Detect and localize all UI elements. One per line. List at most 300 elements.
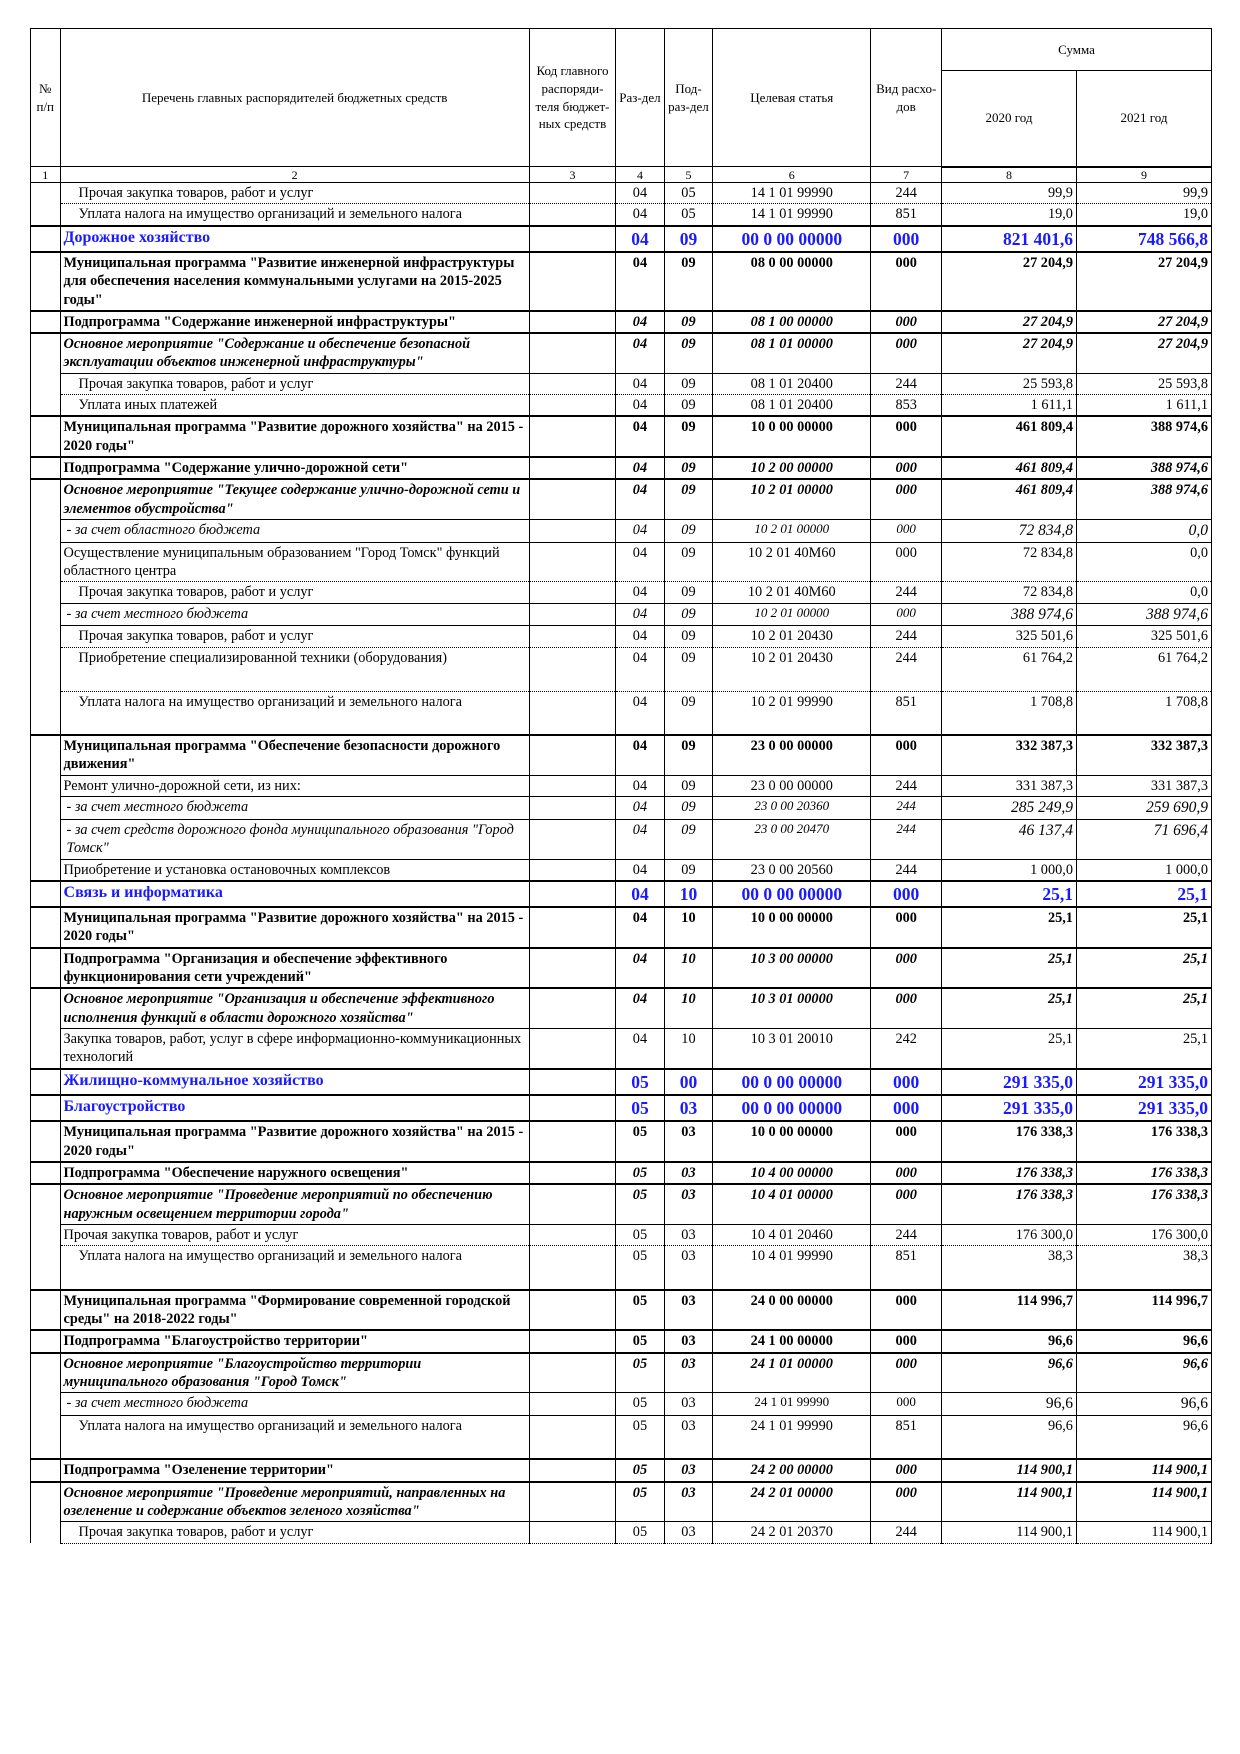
table-row (31, 1330, 1212, 1352)
row-sum-2020: 291 335,0 (942, 1069, 1077, 1095)
row-number-cell (31, 691, 61, 735)
row-razdel: 05 (616, 1290, 665, 1331)
row-sum-2020: 291 335,0 (942, 1095, 1077, 1121)
row-name: Основное мероприятие "Благоустройство территории муниципального образования "Город Томск" (60, 1353, 529, 1393)
table-body (31, 183, 1212, 1544)
row-name: - за счет областного бюджета (60, 519, 529, 542)
row-vid: 000 (871, 1069, 942, 1095)
row-target: 10 2 01 00000 (713, 479, 871, 519)
row-razdel: 05 (616, 1330, 665, 1352)
row-target: 10 4 01 00000 (713, 1184, 871, 1224)
row-name: Подпрограмма "Содержание улично-дорожной сети" (60, 457, 529, 479)
row-name: Подпрограмма "Озеленение территории" (60, 1459, 529, 1481)
row-vid: 244 (871, 183, 942, 204)
row-code-cell (529, 797, 615, 820)
row-number-cell (31, 311, 61, 333)
row-sum-2021: 114 996,7 (1076, 1290, 1211, 1331)
row-number-cell (31, 1246, 61, 1290)
row-podrazdel: 03 (664, 1095, 713, 1121)
row-name: Муниципальная программа "Развитие дорожного хозяйства" на 2015 - 2020 годы" (60, 416, 529, 457)
row-target: 23 0 00 00000 (713, 775, 871, 796)
row-sum-2020: 25,1 (942, 907, 1077, 948)
row-target: 10 4 00 00000 (713, 1162, 871, 1184)
row-sum-2021: 325 501,6 (1076, 626, 1211, 647)
header-target: Целевая статья (713, 29, 871, 167)
row-razdel: 04 (616, 735, 665, 775)
table-row (31, 881, 1212, 907)
row-sum-2021: 27 204,9 (1076, 333, 1211, 373)
row-target: 24 2 01 00000 (713, 1482, 871, 1522)
row-number-cell (31, 1121, 61, 1162)
row-razdel: 05 (616, 1121, 665, 1162)
row-podrazdel: 03 (664, 1415, 713, 1459)
row-target: 10 4 01 99990 (713, 1246, 871, 1290)
row-razdel: 04 (616, 797, 665, 820)
table-row (31, 1162, 1212, 1184)
row-target: 00 0 00 00000 (713, 226, 871, 252)
row-target: 08 0 00 00000 (713, 252, 871, 311)
row-sum-2021: 71 696,4 (1076, 819, 1211, 859)
table-row (31, 797, 1212, 820)
row-sum-2021: 27 204,9 (1076, 311, 1211, 333)
row-podrazdel: 10 (664, 881, 713, 907)
row-name: Уплата налога на имущество организаций и земельного налога (60, 1415, 529, 1459)
row-code-cell (529, 373, 615, 394)
table-row (31, 1028, 1212, 1068)
row-sum-2020: 114 900,1 (942, 1482, 1077, 1522)
row-podrazdel: 09 (664, 647, 713, 691)
row-name: Ремонт улично-дорожной сети, из них: (60, 775, 529, 796)
row-vid: 242 (871, 1028, 942, 1068)
row-target: 10 2 01 20430 (713, 647, 871, 691)
row-sum-2020: 325 501,6 (942, 626, 1077, 647)
row-podrazdel: 09 (664, 395, 713, 417)
row-razdel: 04 (616, 626, 665, 647)
row-code-cell (529, 252, 615, 311)
row-name: Связь и информатика (60, 881, 529, 907)
row-number-cell (31, 797, 61, 820)
row-sum-2020: 821 401,6 (942, 226, 1077, 252)
row-sum-2021: 96,6 (1076, 1330, 1211, 1352)
row-number-cell (31, 204, 61, 226)
row-target: 24 1 00 00000 (713, 1330, 871, 1352)
row-sum-2020: 388 974,6 (942, 603, 1077, 626)
row-number-cell (31, 252, 61, 311)
row-podrazdel: 09 (664, 252, 713, 311)
row-vid: 000 (871, 907, 942, 948)
row-target: 24 1 01 99990 (713, 1415, 871, 1459)
row-code-cell (529, 1028, 615, 1068)
row-name: Подпрограмма "Содержание инженерной инфраструктуры" (60, 311, 529, 333)
col-number: 5 (664, 167, 713, 183)
row-sum-2020: 96,6 (942, 1330, 1077, 1352)
row-target: 24 1 01 99990 (713, 1393, 871, 1416)
row-razdel: 04 (616, 603, 665, 626)
row-name: Прочая закупка товаров, работ и услуг (60, 582, 529, 603)
row-name: Прочая закупка товаров, работ и услуг (60, 183, 529, 204)
row-razdel: 04 (616, 457, 665, 479)
row-razdel: 05 (616, 1393, 665, 1416)
row-sum-2021: 332 387,3 (1076, 735, 1211, 775)
row-sum-2020: 331 387,3 (942, 775, 1077, 796)
row-name: Приобретение и установка остановочных комплексов (60, 859, 529, 881)
row-name: Основное мероприятие "Текущее содержание улично-дорожной сети и элементов обустройства" (60, 479, 529, 519)
row-sum-2020: 96,6 (942, 1415, 1077, 1459)
row-sum-2020: 114 996,7 (942, 1290, 1077, 1331)
row-razdel: 05 (616, 1162, 665, 1184)
table-row (31, 1482, 1212, 1522)
row-razdel: 05 (616, 1459, 665, 1481)
col-number: 1 (31, 167, 61, 183)
row-podrazdel: 09 (664, 582, 713, 603)
row-name: Прочая закупка товаров, работ и услуг (60, 1224, 529, 1245)
row-target: 10 2 01 20430 (713, 626, 871, 647)
row-code-cell (529, 881, 615, 907)
row-podrazdel: 00 (664, 1069, 713, 1095)
row-podrazdel: 09 (664, 519, 713, 542)
row-razdel: 04 (616, 907, 665, 948)
row-sum-2021: 1 000,0 (1076, 859, 1211, 881)
row-code-cell (529, 1522, 615, 1543)
col-number: 4 (616, 167, 665, 183)
row-podrazdel: 03 (664, 1121, 713, 1162)
row-sum-2021: 25,1 (1076, 988, 1211, 1028)
row-vid: 000 (871, 988, 942, 1028)
row-vid: 000 (871, 479, 942, 519)
row-razdel: 04 (616, 311, 665, 333)
row-number-cell (31, 1330, 61, 1352)
table-row (31, 519, 1212, 542)
table-row (31, 226, 1212, 252)
row-podrazdel: 09 (664, 479, 713, 519)
row-sum-2021: 19,0 (1076, 204, 1211, 226)
row-code-cell (529, 626, 615, 647)
row-name: Уплата налога на имущество организаций и земельного налога (60, 691, 529, 735)
table-row (31, 1069, 1212, 1095)
row-vid: 853 (871, 395, 942, 417)
row-target: 10 2 00 00000 (713, 457, 871, 479)
row-number-cell (31, 416, 61, 457)
row-target: 10 0 00 00000 (713, 1121, 871, 1162)
table-row (31, 907, 1212, 948)
row-number-cell (31, 1069, 61, 1095)
row-razdel: 04 (616, 519, 665, 542)
row-vid: 244 (871, 797, 942, 820)
row-podrazdel: 03 (664, 1522, 713, 1543)
row-code-cell (529, 519, 615, 542)
table-row (31, 603, 1212, 626)
row-sum-2021: 96,6 (1076, 1353, 1211, 1393)
row-podrazdel: 03 (664, 1482, 713, 1522)
row-number-cell (31, 907, 61, 948)
row-podrazdel: 09 (664, 542, 713, 582)
row-razdel: 04 (616, 373, 665, 394)
row-code-cell (529, 416, 615, 457)
table-row (31, 582, 1212, 603)
row-sum-2021: 259 690,9 (1076, 797, 1211, 820)
row-razdel: 05 (616, 1095, 665, 1121)
row-target: 14 1 01 99990 (713, 183, 871, 204)
budget-table (30, 28, 1212, 1544)
row-target: 24 0 00 00000 (713, 1290, 871, 1331)
row-number-cell (31, 1162, 61, 1184)
row-sum-2020: 72 834,8 (942, 582, 1077, 603)
row-name: Подпрограмма "Обеспечение наружного освещения" (60, 1162, 529, 1184)
row-vid: 000 (871, 542, 942, 582)
row-podrazdel: 09 (664, 691, 713, 735)
row-number-cell (31, 1415, 61, 1459)
row-podrazdel: 03 (664, 1162, 713, 1184)
row-code-cell (529, 1184, 615, 1224)
table-row (31, 1393, 1212, 1416)
row-sum-2021: 1 611,1 (1076, 395, 1211, 417)
row-vid: 244 (871, 647, 942, 691)
row-razdel: 04 (616, 775, 665, 796)
row-sum-2021: 25,1 (1076, 948, 1211, 989)
row-podrazdel: 03 (664, 1246, 713, 1290)
row-code-cell (529, 988, 615, 1028)
table-row (31, 1121, 1212, 1162)
row-target: 23 0 00 20360 (713, 797, 871, 820)
col-number: 7 (871, 167, 942, 183)
row-podrazdel: 09 (664, 859, 713, 881)
row-razdel: 04 (616, 479, 665, 519)
row-podrazdel: 10 (664, 907, 713, 948)
header-list: Перечень главных распорядителей бюджетных средств (60, 29, 529, 167)
row-name: Муниципальная программа "Обеспечение безопасности дорожного движения" (60, 735, 529, 775)
row-sum-2020: 25,1 (942, 881, 1077, 907)
row-target: 10 4 01 20460 (713, 1224, 871, 1245)
row-number-cell (31, 1028, 61, 1068)
row-target: 08 1 01 20400 (713, 395, 871, 417)
row-podrazdel: 09 (664, 311, 713, 333)
row-razdel: 05 (616, 1069, 665, 1095)
row-target: 10 2 01 00000 (713, 603, 871, 626)
row-vid: 000 (871, 1184, 942, 1224)
row-number-cell (31, 735, 61, 775)
row-podrazdel: 03 (664, 1224, 713, 1245)
row-vid: 000 (871, 1459, 942, 1481)
row-name: Прочая закупка товаров, работ и услуг (60, 373, 529, 394)
header-razdel: Раз-дел (616, 29, 665, 167)
row-code-cell (529, 479, 615, 519)
row-sum-2021: 114 900,1 (1076, 1482, 1211, 1522)
row-sum-2020: 25 593,8 (942, 373, 1077, 394)
row-podrazdel: 09 (664, 603, 713, 626)
row-razdel: 05 (616, 1482, 665, 1522)
row-podrazdel: 09 (664, 416, 713, 457)
row-vid: 000 (871, 1162, 942, 1184)
table-row (31, 988, 1212, 1028)
row-number-cell (31, 819, 61, 859)
row-razdel: 04 (616, 204, 665, 226)
table-row (31, 819, 1212, 859)
row-name: Муниципальная программа "Развитие дорожного хозяйства" на 2015 - 2020 годы" (60, 907, 529, 948)
row-number-cell (31, 948, 61, 989)
row-sum-2020: 285 249,9 (942, 797, 1077, 820)
col-number: 9 (1076, 167, 1211, 183)
table-row (31, 1290, 1212, 1331)
row-code-cell (529, 1459, 615, 1481)
row-code-cell (529, 1246, 615, 1290)
table-row (31, 948, 1212, 989)
row-code-cell (529, 1224, 615, 1245)
budget-table-page (30, 28, 1212, 1544)
row-number-cell (31, 603, 61, 626)
row-podrazdel: 10 (664, 988, 713, 1028)
row-sum-2021: 96,6 (1076, 1393, 1211, 1416)
row-razdel: 04 (616, 226, 665, 252)
row-code-cell (529, 1482, 615, 1522)
row-vid: 000 (871, 311, 942, 333)
row-razdel: 04 (616, 988, 665, 1028)
row-vid: 244 (871, 819, 942, 859)
row-target: 00 0 00 00000 (713, 1095, 871, 1121)
row-sum-2021: 96,6 (1076, 1415, 1211, 1459)
row-number-cell (31, 1482, 61, 1522)
row-podrazdel: 09 (664, 457, 713, 479)
row-podrazdel: 09 (664, 797, 713, 820)
row-podrazdel: 03 (664, 1330, 713, 1352)
row-number-cell (31, 457, 61, 479)
row-razdel: 04 (616, 542, 665, 582)
row-sum-2021: 388 974,6 (1076, 457, 1211, 479)
row-number-cell (31, 542, 61, 582)
row-target: 10 3 00 00000 (713, 948, 871, 989)
row-vid: 000 (871, 1121, 942, 1162)
row-target: 10 2 01 40М60 (713, 582, 871, 603)
header-num: № п/п (31, 29, 61, 167)
row-sum-2021: 748 566,8 (1076, 226, 1211, 252)
table-row (31, 1459, 1212, 1481)
row-vid: 244 (871, 373, 942, 394)
row-podrazdel: 09 (664, 226, 713, 252)
row-podrazdel: 03 (664, 1393, 713, 1416)
row-razdel: 04 (616, 859, 665, 881)
table-row (31, 542, 1212, 582)
row-target: 23 0 00 00000 (713, 735, 871, 775)
row-razdel: 04 (616, 691, 665, 735)
row-code-cell (529, 582, 615, 603)
row-code-cell (529, 603, 615, 626)
row-podrazdel: 09 (664, 626, 713, 647)
row-code-cell (529, 1415, 615, 1459)
row-number-cell (31, 1353, 61, 1393)
row-target: 10 2 01 00000 (713, 519, 871, 542)
table-row (31, 311, 1212, 333)
row-sum-2020: 1 000,0 (942, 859, 1077, 881)
row-podrazdel: 05 (664, 183, 713, 204)
row-vid: 000 (871, 252, 942, 311)
row-vid: 000 (871, 226, 942, 252)
row-name: Уплата налога на имущество организаций и земельного налога (60, 204, 529, 226)
row-vid: 244 (871, 582, 942, 603)
row-vid: 000 (871, 603, 942, 626)
row-razdel: 05 (616, 1184, 665, 1224)
row-target: 00 0 00 00000 (713, 1069, 871, 1095)
row-sum-2021: 38,3 (1076, 1246, 1211, 1290)
row-sum-2021: 1 708,8 (1076, 691, 1211, 735)
row-sum-2021: 0,0 (1076, 582, 1211, 603)
row-name: Приобретение специализированной техники (оборудования) (60, 647, 529, 691)
row-vid: 000 (871, 1095, 942, 1121)
row-number-cell (31, 775, 61, 796)
table-row (31, 373, 1212, 394)
row-razdel: 05 (616, 1522, 665, 1543)
row-sum-2020: 461 809,4 (942, 416, 1077, 457)
row-name: - за счет местного бюджета (60, 603, 529, 626)
row-code-cell (529, 859, 615, 881)
row-razdel: 04 (616, 333, 665, 373)
row-sum-2021: 176 338,3 (1076, 1121, 1211, 1162)
table-row (31, 479, 1212, 519)
row-name: Муниципальная программа "Развитие инженерной инфраструктуры для обеспечения населения коммунальными услугами на 2015-2025 годы" (60, 252, 529, 311)
header-podrazdel: Под-раз-дел (664, 29, 713, 167)
row-code-cell (529, 1330, 615, 1352)
row-code-cell (529, 311, 615, 333)
row-sum-2020: 176 338,3 (942, 1162, 1077, 1184)
row-target: 10 3 01 20010 (713, 1028, 871, 1068)
row-code-cell (529, 691, 615, 735)
row-code-cell (529, 1393, 615, 1416)
row-name: - за счет местного бюджета (60, 797, 529, 820)
row-code-cell (529, 1121, 615, 1162)
row-number-cell (31, 647, 61, 691)
table-row (31, 859, 1212, 881)
row-razdel: 04 (616, 183, 665, 204)
row-name: Дорожное хозяйство (60, 226, 529, 252)
row-sum-2020: 19,0 (942, 204, 1077, 226)
row-vid: 000 (871, 735, 942, 775)
row-vid: 244 (871, 775, 942, 796)
row-sum-2020: 176 338,3 (942, 1121, 1077, 1162)
row-target: 10 0 00 00000 (713, 907, 871, 948)
row-vid: 000 (871, 416, 942, 457)
row-code-cell (529, 542, 615, 582)
row-number-cell (31, 519, 61, 542)
row-vid: 851 (871, 1246, 942, 1290)
row-vid: 000 (871, 1290, 942, 1331)
row-number-cell (31, 1459, 61, 1481)
row-number-cell (31, 226, 61, 252)
row-sum-2020: 96,6 (942, 1393, 1077, 1416)
row-number-cell (31, 333, 61, 373)
table-row (31, 457, 1212, 479)
row-code-cell (529, 204, 615, 226)
row-number-cell (31, 1522, 61, 1543)
row-podrazdel: 03 (664, 1184, 713, 1224)
row-podrazdel: 05 (664, 204, 713, 226)
row-code-cell (529, 647, 615, 691)
row-code-cell (529, 395, 615, 417)
header-2021: 2021 год (1076, 71, 1211, 167)
row-number-cell (31, 582, 61, 603)
row-sum-2021: 61 764,2 (1076, 647, 1211, 691)
row-code-cell (529, 948, 615, 989)
row-name: Основное мероприятие "Содержание и обеспечение безопасной эксплуатации объектов инженерной инфраструктуры" (60, 333, 529, 373)
row-code-cell (529, 1069, 615, 1095)
row-sum-2021: 388 974,6 (1076, 603, 1211, 626)
row-razdel: 05 (616, 1353, 665, 1393)
row-sum-2020: 176 300,0 (942, 1224, 1077, 1245)
row-razdel: 04 (616, 647, 665, 691)
row-target: 14 1 01 99990 (713, 204, 871, 226)
row-sum-2021: 291 335,0 (1076, 1069, 1211, 1095)
row-name: Основное мероприятие "Организация и обеспечение эффективного исполнения функций в области дорожного хозяйства" (60, 988, 529, 1028)
row-name: Жилищно-коммунальное хозяйство (60, 1069, 529, 1095)
row-code-cell (529, 183, 615, 204)
row-razdel: 04 (616, 252, 665, 311)
